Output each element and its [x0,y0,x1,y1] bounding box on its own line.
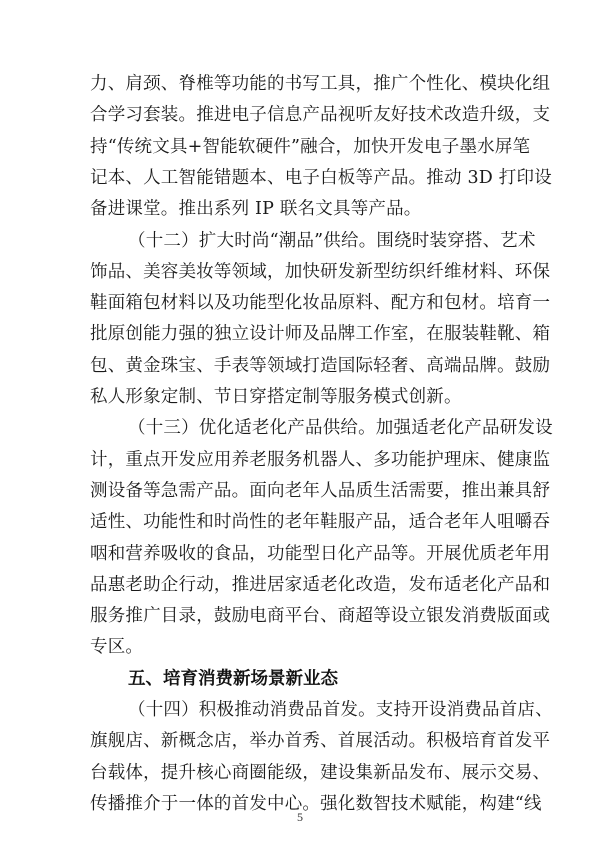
body-line: 咽和营养吸收的食品，功能型日化产品等。开展优质老年用 [90,544,551,564]
page-number: 5 [297,810,303,824]
section-heading: 五、培育消费新场景新业态 [128,669,338,689]
body-line: 品惠老助企行动，推进居家适老化改造，发布适老化产品和 [90,575,551,595]
body-line: 服务推广目录，鼓励电商平台、商超等设立银发消费版面或 [90,606,551,626]
body-line: 测设备等急需产品。面向老年人品质生活需要，推出兼具舒 [90,481,551,501]
body-line: 批原创能力强的独立设计师及品牌工作室，在服装鞋靴、箱 [90,324,551,344]
body-line: 记本、人工智能错题本、电子白板等产品。推动 3D 打印设 [90,168,552,188]
body-line: 专区。 [90,637,144,657]
body-line: 饰品、美容美妆等领域，加快研发新型纺织纤维材料、环保 [90,262,551,282]
body-line: 力、肩颈、脊椎等功能的书写工具，推广个性化、模块化组 [90,74,551,94]
body-line: 私人形象定制、节日穿搭定制等服务模式创新。 [90,387,462,407]
body-line: 合学习套装。推进电子信息产品视听友好技术改造升级，支 [90,105,551,125]
body-line: 传播推介于一体的首发中心。强化数智技术赋能，构建“线 [90,794,542,814]
body-line: 包、黄金珠宝、手表等领域打造国际轻奢、高端品牌。鼓励 [90,356,551,376]
body-line: 备进课堂。推出系列 IP 联名文具等产品。 [90,199,422,219]
body-line: 旗舰店、新概念店，举办首秀、首展活动。积极培育首发平 [90,731,551,751]
body-line: 计，重点开发应用养老服务机器人、多功能护理床、健康监 [90,450,551,470]
section-line: （十三）优化适老化产品供给。加强适老化产品研发设 [128,418,553,438]
body-line: 台载体，提升核心商圈能级，建设集新品发布、展示交易、 [90,763,551,783]
body-line: 鞋面箱包材料以及功能型化妆品原料、配方和包材。培育一 [90,293,551,313]
body-line: 适性、功能性和时尚性的老年鞋服产品，适合老年人咀嚼吞 [90,512,551,532]
section-line: （十二）扩大时尚“潮品”供给。围绕时装穿搭、艺术 [128,231,536,251]
section-line: （十四）积极推动消费品首发。支持开设消费品首店、 [128,700,553,720]
body-line: 持“传统文具+智能软硬件”融合，加快开发电子墨水屏笔 [90,137,531,157]
